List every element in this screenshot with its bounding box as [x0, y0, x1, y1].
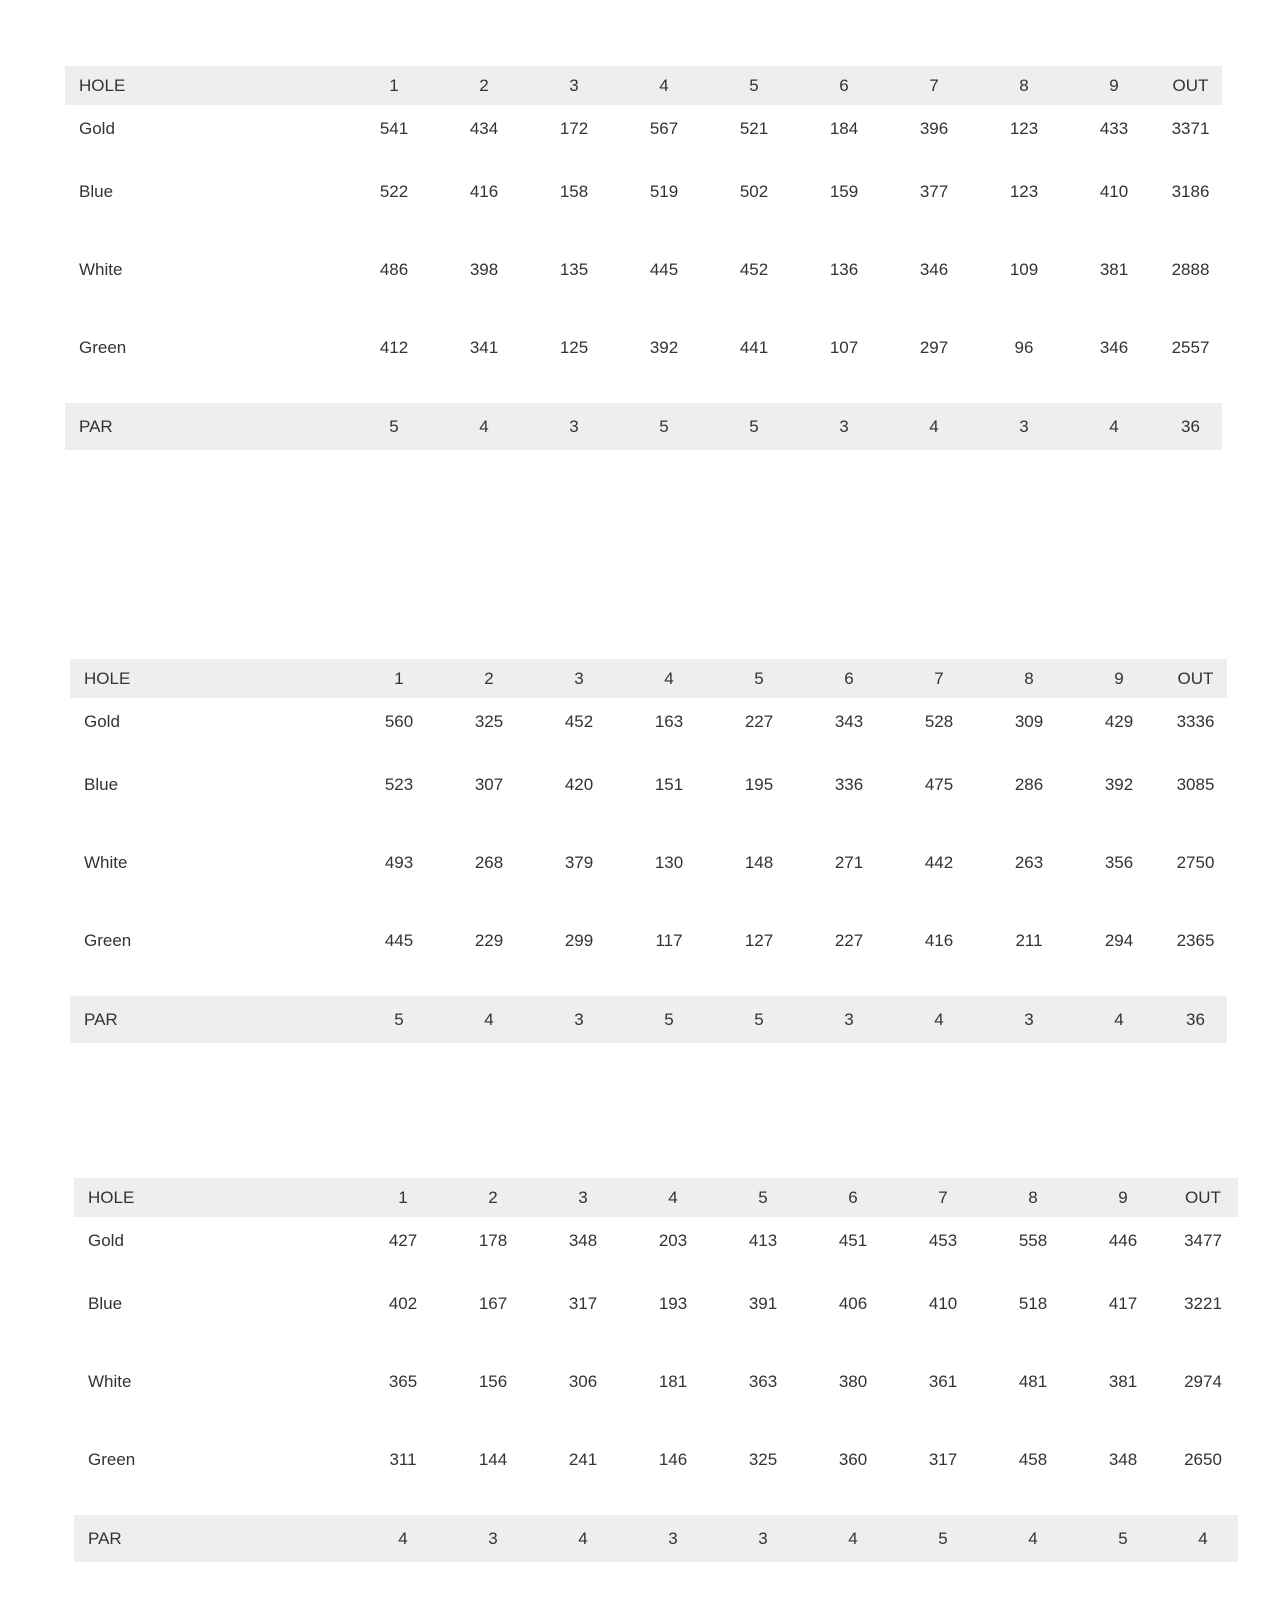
tee-out-total: 3336 [1176, 712, 1215, 731]
hole-yardage: 117 [655, 931, 683, 950]
tee-row [74, 1343, 1238, 1421]
hole-yardage: 309 [1014, 712, 1044, 731]
hole-yardage: 427 [388, 1231, 418, 1250]
hole-yardage: 241 [568, 1450, 598, 1469]
row-spacer [70, 980, 1227, 996]
hole-number-header: 5 [754, 668, 764, 688]
hole-par: 5 [659, 416, 669, 436]
hole-yardage: 434 [469, 119, 499, 138]
hole-header-label: HOLE [79, 75, 126, 95]
hole-number-header: 2 [479, 75, 489, 95]
hole-yardage: 486 [379, 260, 409, 279]
hole-number-header: 5 [749, 75, 759, 95]
hole-yardage: 452 [739, 260, 769, 279]
hole-yardage: 146 [658, 1450, 688, 1469]
hole-yardage: 452 [564, 712, 594, 731]
hole-yardage: 193 [658, 1294, 688, 1313]
hole-number-header: 4 [664, 668, 674, 688]
hole-yardage: 381 [1099, 260, 1129, 279]
hole-number-header: 6 [848, 1187, 858, 1207]
tee-out-total: 2650 [1184, 1450, 1222, 1469]
hole-yardage: 493 [384, 853, 414, 872]
tee-label: Blue [79, 182, 114, 201]
hole-yardage: 379 [564, 853, 594, 872]
scorecard-table-1 [65, 66, 1222, 450]
hole-yardage: 441 [739, 338, 769, 357]
par-label: PAR [84, 1009, 118, 1029]
hole-header-row [74, 1178, 1238, 1217]
tee-label: Gold [79, 119, 115, 138]
hole-yardage: 361 [928, 1372, 958, 1391]
hole-par: 3 [1024, 1009, 1034, 1029]
hole-par: 4 [848, 1528, 858, 1548]
hole-yardage: 341 [469, 338, 499, 357]
hole-yardage: 229 [474, 931, 504, 950]
hole-yardage: 294 [1104, 931, 1134, 950]
tee-row [65, 309, 1222, 387]
hole-par: 4 [1028, 1528, 1038, 1548]
hole-yardage: 396 [919, 119, 949, 138]
hole-number-header: 2 [488, 1187, 498, 1207]
hole-yardage: 167 [478, 1294, 508, 1313]
hole-yardage: 125 [559, 338, 589, 357]
hole-yardage: 410 [928, 1294, 958, 1313]
hole-par: 3 [668, 1528, 678, 1548]
hole-yardage: 311 [389, 1450, 417, 1469]
hole-par: 5 [394, 1009, 404, 1029]
hole-yardage: 453 [928, 1231, 958, 1250]
hole-yardage: 442 [924, 853, 954, 872]
hole-par: 5 [749, 416, 759, 436]
tee-row [74, 1217, 1238, 1265]
tee-out-total: 3186 [1171, 182, 1210, 201]
tee-out-total: 2974 [1184, 1372, 1222, 1391]
hole-yardage: 458 [1018, 1450, 1048, 1469]
hole-yardage: 297 [919, 338, 949, 357]
hole-par: 3 [574, 1009, 584, 1029]
hole-yardage: 348 [568, 1231, 598, 1250]
hole-par: 3 [839, 416, 849, 436]
hole-yardage: 410 [1099, 182, 1129, 201]
hole-number-header: 3 [569, 75, 579, 95]
tee-row [70, 902, 1227, 980]
hole-yardage: 107 [829, 338, 859, 357]
hole-yardage: 451 [838, 1231, 868, 1250]
hole-yardage: 522 [379, 182, 409, 201]
hole-par: 5 [389, 416, 399, 436]
hole-par: 3 [569, 416, 579, 436]
tee-out-total: 3221 [1184, 1294, 1222, 1313]
tee-out-total: 2750 [1176, 853, 1215, 872]
hole-number-header: 7 [938, 1187, 948, 1207]
hole-yardage: 429 [1104, 712, 1134, 731]
hole-yardage: 398 [469, 260, 499, 279]
hole-par: 4 [479, 416, 489, 436]
par-out-total: 36 [1186, 1009, 1205, 1029]
hole-yardage: 151 [654, 775, 684, 794]
hole-number-header: 3 [574, 668, 584, 688]
tee-row [74, 1265, 1238, 1343]
hole-yardage: 541 [379, 119, 409, 138]
hole-yardage: 523 [384, 775, 414, 794]
tee-label: White [79, 260, 123, 279]
hole-yardage: 148 [744, 853, 774, 872]
hole-number-header: 7 [934, 668, 944, 688]
hole-header-row [70, 659, 1227, 698]
scorecard-table-3 [74, 1178, 1238, 1562]
out-header: OUT [1185, 1187, 1221, 1207]
scorecard-table-2 [70, 659, 1227, 1043]
hole-yardage: 391 [748, 1294, 778, 1313]
hole-yardage: 144 [478, 1450, 508, 1469]
hole-yardage: 227 [834, 931, 864, 950]
hole-yardage: 346 [1099, 338, 1129, 357]
hole-yardage: 420 [564, 775, 594, 794]
tee-label: Green [84, 931, 132, 950]
hole-yardage: 203 [658, 1231, 688, 1250]
hole-yardage: 306 [568, 1372, 598, 1391]
hole-yardage: 518 [1018, 1294, 1048, 1313]
hole-yardage: 136 [829, 260, 859, 279]
hole-yardage: 156 [478, 1372, 508, 1391]
hole-yardage: 413 [748, 1231, 778, 1250]
hole-par: 5 [754, 1009, 764, 1029]
tee-row [65, 231, 1222, 309]
hole-number-header: 7 [929, 75, 939, 95]
hole-yardage: 412 [379, 338, 409, 357]
tee-label: Green [88, 1450, 136, 1469]
hole-number-header: 8 [1028, 1187, 1038, 1207]
par-out-total: 36 [1181, 416, 1200, 436]
hole-number-header: 1 [398, 1187, 408, 1207]
tee-label: Green [79, 338, 127, 357]
hole-yardage: 325 [748, 1450, 778, 1469]
hole-yardage: 123 [1009, 182, 1039, 201]
hole-number-header: 9 [1118, 1187, 1128, 1207]
hole-number-header: 9 [1109, 75, 1119, 95]
tee-label: White [88, 1372, 132, 1391]
hole-yardage: 172 [559, 119, 589, 138]
hole-par: 3 [1019, 416, 1029, 436]
hole-par: 3 [758, 1528, 768, 1548]
hole-yardage: 178 [478, 1231, 508, 1250]
hole-par: 4 [934, 1009, 944, 1029]
hole-yardage: 392 [649, 338, 679, 357]
hole-number-header: 5 [758, 1187, 768, 1207]
hole-number-header: 8 [1019, 75, 1029, 95]
hole-yardage: 130 [654, 853, 684, 872]
hole-yardage: 317 [928, 1450, 958, 1469]
hole-yardage: 402 [388, 1294, 418, 1313]
hole-header-label: HOLE [84, 668, 131, 688]
hole-yardage: 502 [739, 182, 769, 201]
tee-row [70, 824, 1227, 902]
hole-par: 5 [664, 1009, 674, 1029]
hole-yardage: 325 [474, 712, 504, 731]
hole-yardage: 163 [654, 712, 684, 731]
hole-yardage: 195 [744, 775, 774, 794]
hole-yardage: 286 [1014, 775, 1044, 794]
par-row [70, 996, 1227, 1043]
hole-yardage: 445 [384, 931, 414, 950]
hole-yardage: 567 [649, 119, 679, 138]
tee-label: Gold [88, 1231, 124, 1250]
hole-yardage: 123 [1009, 119, 1039, 138]
tee-out-total: 3477 [1184, 1231, 1222, 1250]
tee-out-total: 2557 [1171, 338, 1210, 357]
hole-yardage: 227 [744, 712, 774, 731]
par-row [65, 403, 1222, 450]
hole-number-header: 9 [1114, 668, 1124, 688]
par-out-total: 4 [1198, 1528, 1208, 1548]
hole-yardage: 380 [838, 1372, 868, 1391]
hole-yardage: 336 [834, 775, 864, 794]
hole-yardage: 299 [564, 931, 594, 950]
hole-yardage: 363 [748, 1372, 778, 1391]
hole-par: 5 [938, 1528, 948, 1548]
tee-row [74, 1421, 1238, 1499]
hole-par: 3 [844, 1009, 854, 1029]
tee-row [65, 153, 1222, 231]
hole-number-header: 6 [844, 668, 854, 688]
hole-yardage: 417 [1108, 1294, 1138, 1313]
hole-yardage: 343 [834, 712, 864, 731]
hole-yardage: 348 [1108, 1450, 1138, 1469]
hole-yardage: 406 [838, 1294, 868, 1313]
hole-yardage: 96 [1014, 338, 1034, 357]
hole-yardage: 521 [739, 119, 769, 138]
hole-par: 4 [398, 1528, 408, 1548]
tee-out-total: 2365 [1176, 931, 1215, 950]
hole-yardage: 346 [919, 260, 949, 279]
hole-par: 4 [1114, 1009, 1124, 1029]
tee-label: Blue [88, 1294, 123, 1313]
hole-par: 3 [488, 1528, 498, 1548]
hole-yardage: 433 [1099, 119, 1129, 138]
hole-number-header: 4 [668, 1187, 678, 1207]
tee-row [65, 105, 1222, 153]
hole-yardage: 109 [1009, 260, 1039, 279]
hole-yardage: 519 [649, 182, 679, 201]
tee-label: Gold [84, 712, 120, 731]
hole-yardage: 416 [469, 182, 499, 201]
hole-yardage: 558 [1018, 1231, 1048, 1250]
par-label: PAR [88, 1528, 122, 1548]
hole-par: 4 [484, 1009, 494, 1029]
tee-out-total: 3085 [1176, 775, 1215, 794]
tee-out-total: 3371 [1171, 119, 1210, 138]
hole-yardage: 263 [1014, 853, 1044, 872]
hole-yardage: 159 [829, 182, 859, 201]
hole-yardage: 127 [744, 931, 774, 950]
hole-number-header: 1 [389, 75, 399, 95]
hole-par: 4 [578, 1528, 588, 1548]
hole-yardage: 307 [474, 775, 504, 794]
hole-yardage: 446 [1108, 1231, 1138, 1250]
hole-yardage: 381 [1108, 1372, 1138, 1391]
hole-header-row [65, 66, 1222, 105]
hole-number-header: 6 [839, 75, 849, 95]
hole-yardage: 356 [1104, 853, 1134, 872]
out-header: OUT [1172, 75, 1209, 95]
hole-yardage: 211 [1015, 931, 1043, 950]
tee-out-total: 2888 [1171, 260, 1210, 279]
hole-par: 4 [1109, 416, 1119, 436]
hole-header-label: HOLE [88, 1187, 135, 1207]
hole-yardage: 481 [1018, 1372, 1048, 1391]
hole-yardage: 360 [838, 1450, 868, 1469]
tee-label: White [84, 853, 128, 872]
hole-yardage: 268 [474, 853, 504, 872]
tee-row [70, 698, 1227, 746]
hole-yardage: 445 [649, 260, 679, 279]
row-spacer [74, 1499, 1238, 1515]
hole-yardage: 317 [568, 1294, 598, 1313]
hole-number-header: 1 [394, 668, 404, 688]
hole-number-header: 2 [484, 668, 494, 688]
hole-yardage: 560 [384, 712, 414, 731]
hole-yardage: 184 [829, 119, 859, 138]
tee-label: Blue [84, 775, 119, 794]
hole-par: 4 [929, 416, 939, 436]
hole-yardage: 271 [834, 853, 864, 872]
row-spacer [65, 387, 1222, 403]
out-header: OUT [1177, 668, 1214, 688]
par-label: PAR [79, 416, 113, 436]
hole-yardage: 392 [1104, 775, 1134, 794]
hole-yardage: 158 [559, 182, 589, 201]
tee-row [70, 746, 1227, 824]
hole-yardage: 181 [658, 1372, 688, 1391]
hole-yardage: 377 [919, 182, 949, 201]
par-row [74, 1515, 1238, 1562]
hole-number-header: 3 [578, 1187, 588, 1207]
hole-yardage: 135 [559, 260, 589, 279]
hole-yardage: 475 [924, 775, 954, 794]
hole-yardage: 528 [924, 712, 954, 731]
hole-yardage: 416 [924, 931, 954, 950]
hole-yardage: 365 [388, 1372, 418, 1391]
hole-number-header: 4 [659, 75, 669, 95]
hole-number-header: 8 [1024, 668, 1034, 688]
hole-par: 5 [1118, 1528, 1128, 1548]
